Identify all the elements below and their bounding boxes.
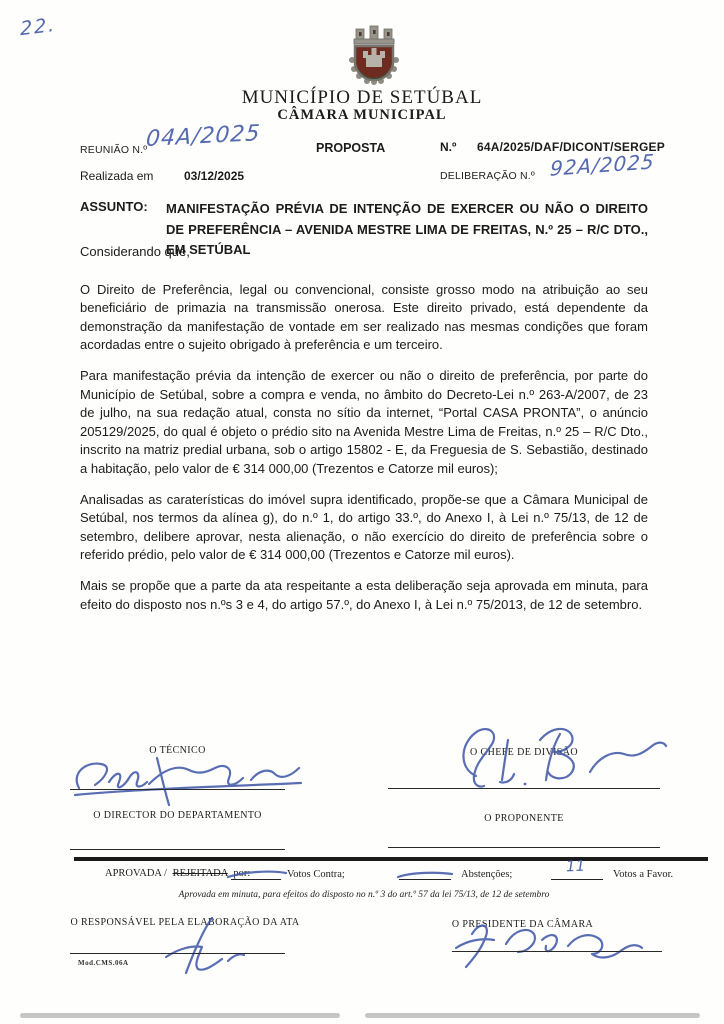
scan-edge-artifact-left bbox=[20, 1013, 340, 1018]
paragraph-3: Analisadas as caraterísticas do imóvel supra identificado, propõe-se que a Câmara Municipal de Setúbal, nos termos da alínea g), do n.º 1, do artigo 33.º, do Anexo I, à Lei n.º 75/13, de 12 de setembro, delibere aprovar, nesta alienação, o não exercício do direito de preferência sobre o referido prédio, pelo valor de € 314 000,00 (Trezentos e Catorze mil euros). bbox=[80, 491, 648, 563]
votes-in-favor-label: Votos a Favor. bbox=[613, 869, 674, 880]
technician-signature bbox=[65, 748, 310, 815]
considering-intro: Considerando que, bbox=[80, 244, 190, 259]
proposal-number-label: N.º bbox=[440, 140, 457, 154]
document-body bbox=[80, 243, 648, 626]
proposal-number-value: 64A/2025/DAF/DICONT/SERGEP bbox=[477, 140, 665, 154]
rejected-label-struck: REJEITADA bbox=[172, 868, 228, 879]
technician-signature-line bbox=[70, 789, 285, 790]
setubal-coat-of-arms-icon bbox=[328, 22, 420, 88]
handwritten-page-number: 22. bbox=[19, 13, 57, 41]
deliberation-number-handwritten-value: 92A/2025 bbox=[549, 149, 656, 181]
approved-label: APROVADA / bbox=[105, 868, 167, 879]
municipality-title: MUNICÍPIO DE SETÚBAL bbox=[241, 87, 483, 108]
paragraph-1: O Direito de Preferência, legal ou convencional, consiste grosso modo na atribuição ao seu beneficiário de primazia na transmissão onerosa. Este direito privado, está dependente da demonstração da manifestação de vontade em ser realizado nas mesmas condições que foram acordadas entre o sujeito obrigado à preferência e um terceiro. bbox=[80, 281, 648, 353]
voting-section-divider bbox=[74, 857, 708, 861]
division-chief-signature-line bbox=[388, 788, 660, 789]
mayor-label: O PRESIDENTE DA CÂMARA bbox=[451, 919, 594, 930]
meeting-number-handwritten-value: 04A/2025 bbox=[144, 120, 262, 153]
held-on-label: Realizada em bbox=[80, 169, 154, 183]
division-chief-label: O CHEFE DE DIVISÃO bbox=[469, 747, 579, 758]
proponent-signature-line bbox=[388, 847, 660, 848]
subject-text: MANIFESTAÇÃO PRÉVIA DE INTENÇÃO DE EXERCER OU NÃO O DIREITO DE PREFERÊNCIA – AVENIDA MESTRE LIMA DE FREITAS, N.º 25 – R/C DTO., EM SETÚBAL bbox=[166, 201, 648, 257]
paragraph-4: Mais se propõe que a parte da ata respeitante a esta deliberação seja aprovada em minuta, para efeito do disposto nos n.ºs 3 e 4, do artigo 57.º, do Anexo I, à Lei n.º 75/2013, de 12 de setembro. bbox=[80, 577, 648, 612]
held-on-date: 03/12/2025 bbox=[184, 169, 245, 183]
department-director-signature-line bbox=[70, 849, 285, 850]
votes-against-handwritten-dash bbox=[226, 867, 288, 885]
proponent-label: O PROPONENTE bbox=[484, 813, 564, 824]
abstentions-handwritten-dash bbox=[396, 868, 454, 886]
mayor-signature-line bbox=[452, 951, 662, 952]
technician-label: O TÉCNICO bbox=[149, 745, 206, 756]
deliberation-number-label: DELIBERAÇÃO N.º bbox=[440, 170, 535, 182]
form-code: Mod.CMS.06A bbox=[78, 959, 129, 967]
meeting-number-label: REUNIÃO N.º bbox=[80, 144, 148, 156]
department-director-label: O DIRECTOR DO DEPARTAMENTO bbox=[93, 810, 262, 821]
proposal-label: PROPOSTA bbox=[316, 141, 386, 155]
paragraph-2: Para manifestação prévia da intenção de exercer ou não o direito de preferência, por parte do Município de Setúbal, sobre a compra e venda, no âmbito do Decreto-Lei n.º 263-A/2007, de 23 de julho, na sua redação atual, consta no sítio da internet, “Portal CASA PRONTA”, o anúncio 205129/2025, do qual é objeto o prédio sito na Avenida Mestre Lima de Freitas, n.º 25 – R/C Dto., inscrito na matriz predial urbana, sob o artigo 15802 - E, da Freguesia de S. Sebastião, destinado a habitação, pelo valor de € 314 000,00 (Trezentos e Catorze mil euros); bbox=[80, 367, 648, 476]
subject-label: ASSUNTO: bbox=[80, 199, 148, 214]
abstentions-label: Abstenções; bbox=[461, 869, 513, 880]
mayor-signature bbox=[450, 916, 650, 979]
minutes-writer-label: O RESPONSÁVEL PELA ELABORAÇÃO DA ATA bbox=[70, 917, 300, 928]
votes-in-favor-handwritten-value: 11 bbox=[565, 856, 586, 876]
minutes-writer-signature-line bbox=[70, 953, 285, 954]
votes-against-label: Votos Contra; bbox=[287, 869, 345, 880]
by-label: por: bbox=[233, 868, 251, 879]
minutes-writer-signature bbox=[148, 915, 248, 982]
minute-approval-note: Aprovada em minuta, para efeitos do disposto no n.º 3 do art.º 57 da lei 75/13, de 12 de setembro bbox=[178, 890, 550, 900]
scan-edge-artifact-right bbox=[365, 1013, 700, 1018]
council-title: CÂMARA MUNICIPAL bbox=[277, 107, 447, 123]
